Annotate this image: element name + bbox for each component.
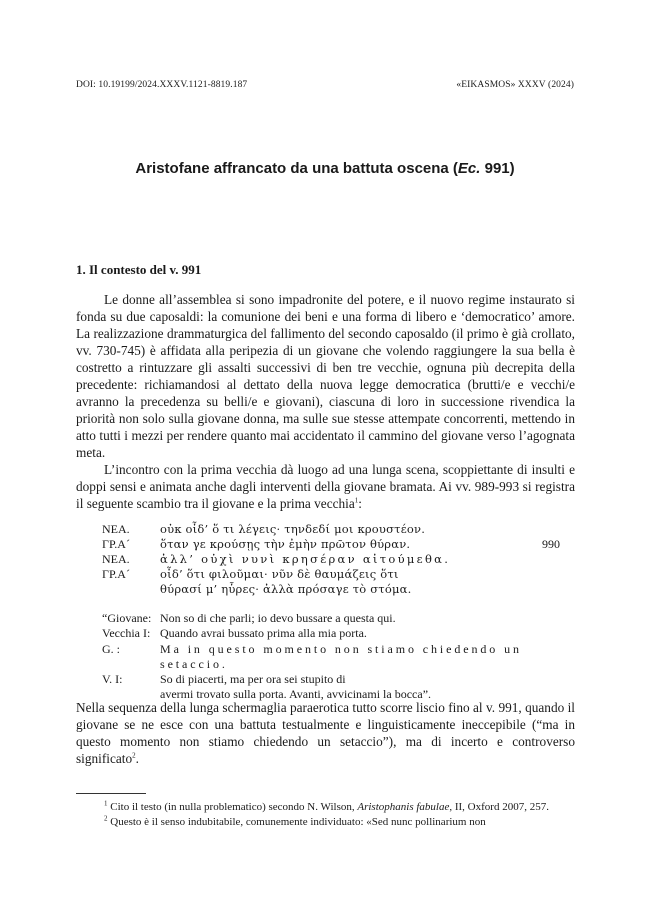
verse-speaker: ΓΡ.Α´ bbox=[102, 537, 130, 551]
translation-line bbox=[102, 672, 574, 687]
footnote-text: , II, Oxford 2007, 257. bbox=[449, 801, 549, 813]
line-number bbox=[520, 552, 560, 567]
footnote-divider bbox=[76, 793, 146, 794]
verse-line bbox=[102, 522, 572, 537]
paragraph-body: L’incontro con la prima vecchia dà luogo ad una lunga scena, scoppiettante di insulti e doppi sensi e animata anche dagli interventi della giovane bramata. Ai vv. 989-993 si registra il seguente scambio tra il giovane e la prima vecchia bbox=[76, 462, 575, 511]
greek-verse-block bbox=[102, 522, 572, 597]
translation-text: Quando avrai bussato prima alla mia porta. bbox=[160, 626, 367, 641]
verse-line bbox=[102, 537, 572, 552]
paragraph-scene bbox=[76, 461, 575, 512]
verse-line bbox=[102, 552, 572, 567]
translation-block bbox=[102, 611, 574, 703]
verse-text: οἶδ’ ὅτι φιλοῦμαι· νῦν δὲ θαυμάζεις ὅτι bbox=[160, 567, 399, 581]
footnotes bbox=[76, 800, 575, 830]
line-number: 990 bbox=[542, 537, 560, 551]
paragraph-end: . bbox=[135, 751, 139, 766]
article-title bbox=[0, 160, 650, 177]
translation-speaker: “Giovane: bbox=[102, 611, 152, 625]
translation-line bbox=[102, 611, 574, 626]
footnote-mark: 2 bbox=[104, 814, 108, 823]
translation-line bbox=[102, 642, 574, 673]
doi-label[interactable]: DOI: 10.19199/2024.XXXV.1121-8819.187 bbox=[76, 80, 248, 90]
verse-text: ἀλλ’ οὐχὶ νυνὶ κρησέραν αἰτούμεθα. bbox=[160, 552, 451, 566]
running-head bbox=[76, 80, 574, 90]
verse-text: θύρασί μ’ ηὗρες· ἀλλὰ πρόσαγε τὸ στόμα. bbox=[160, 582, 412, 596]
paragraph-intro bbox=[76, 291, 575, 461]
verse-line bbox=[102, 567, 572, 582]
paragraph-text: Le donne all’assemblea si sono impadronite del potere, e il nuovo regime instaurato si fonda su due caposaldi: la comunione dei beni e una forma di libero e ‘democratico’ amore. La realizzazione drammaturgica del fallimento del secondo caposaldo (il primo è già crollato, vv. 730-745) è affidata alla peripezia di un giovane che volendo raggiungere la sua bella è costretto a rintuzzare gli assalti successivi di ben tre vecchie, ognuna più decrepita della precedente: richiamandosi al dettato della nuova legge democratica (brutti/e e vecchi/e avranno la precedenza su belli/e e giovani), ciascuna di loro in successione rivendica la priorità non solo sulla giovane donna, ma sulle sue stesse attempate concorrenti, mettendo in atto tutti i mezzi per rendere quanto mai accidentato il cammino del giovane verso l’agognata meta. bbox=[76, 292, 575, 460]
line-number bbox=[520, 582, 560, 597]
footnote-text: Questo è il senso indubitabile, comunemente individuato: «Sed nunc pollinarium non bbox=[110, 816, 486, 828]
translation-speaker: Vecchia I: bbox=[102, 626, 151, 641]
translation-speaker: G. : bbox=[102, 641, 120, 656]
footnote-work: Aristophanis fabulae bbox=[357, 801, 450, 813]
line-number bbox=[520, 567, 560, 582]
footnote-ref[interactable]: 2 bbox=[132, 751, 136, 760]
paragraph-body: Nella sequenza della lunga schermaglia paraerotica tutto scorre liscio fino al v. 991, quando il giovane se ne esce con una battuta testualmente e linguisticamente ineccepibile (“ma in questo momento non stiamo chiedendo un setaccio”), ma di incerto e controverso significato bbox=[76, 700, 575, 766]
footnote-mark: 1 bbox=[104, 799, 108, 808]
section-heading: 1. Il contesto del v. 991 bbox=[76, 262, 202, 277]
translation-text: Ma in questo momento non stiamo chiedendo un setaccio. bbox=[160, 641, 522, 671]
footnote-ref[interactable]: 1 bbox=[354, 496, 359, 505]
verse-text: οὐκ οἶδ’ ὅ τι λέγεις· τηνδεδί μοι κρουστέον. bbox=[160, 522, 426, 536]
translation-text: So di piacerti, ma per ora sei stupito di bbox=[160, 672, 346, 687]
translation-text: Non so di che parli; io devo bussare a questa qui. bbox=[160, 611, 396, 625]
translation-speaker: V. I: bbox=[102, 672, 123, 687]
line-number bbox=[520, 522, 560, 537]
verse-speaker: ΝΕΑ. bbox=[102, 522, 130, 536]
paragraph-text: L’incontro con la prima vecchia dà luogo ad una lunga scena, scoppiettante di insulti e doppi sensi e animata anche dagli interventi della giovane bramata. Ai vv. 989-993 si registra il seguente scambio tra il giovane e la prima vecchia$^1$: bbox=[76, 462, 575, 511]
verse-text: ὅταν γε κρούσῃς τὴν ἐμὴν πρῶτον θύραν. bbox=[160, 537, 411, 551]
verse-speaker bbox=[102, 582, 160, 597]
footnote-1 bbox=[76, 800, 575, 815]
verse-speaker: ΝΕΑ. bbox=[102, 552, 130, 566]
footnote-text: Cito il testo (in nulla problematico) secondo N. Wilson, bbox=[110, 801, 358, 813]
title-work: Ec. bbox=[457, 160, 481, 177]
verse-line bbox=[102, 582, 572, 597]
paragraph-text bbox=[76, 699, 575, 767]
paragraph-sequence bbox=[76, 699, 575, 767]
verse-speaker: ΓΡ.Α´ bbox=[102, 567, 130, 581]
translation-line bbox=[102, 626, 574, 641]
footnote-2 bbox=[76, 815, 575, 830]
title-text: Aristofane affrancato da una battuta oscena ( bbox=[135, 160, 458, 177]
title-verse: 991) bbox=[480, 160, 515, 177]
translation-text: avermi trovato sulla porta. Avanti, avvicinami la bocca”. bbox=[160, 687, 432, 702]
journal-label: «EIKASMOS» XXXV (2024) bbox=[456, 80, 574, 90]
